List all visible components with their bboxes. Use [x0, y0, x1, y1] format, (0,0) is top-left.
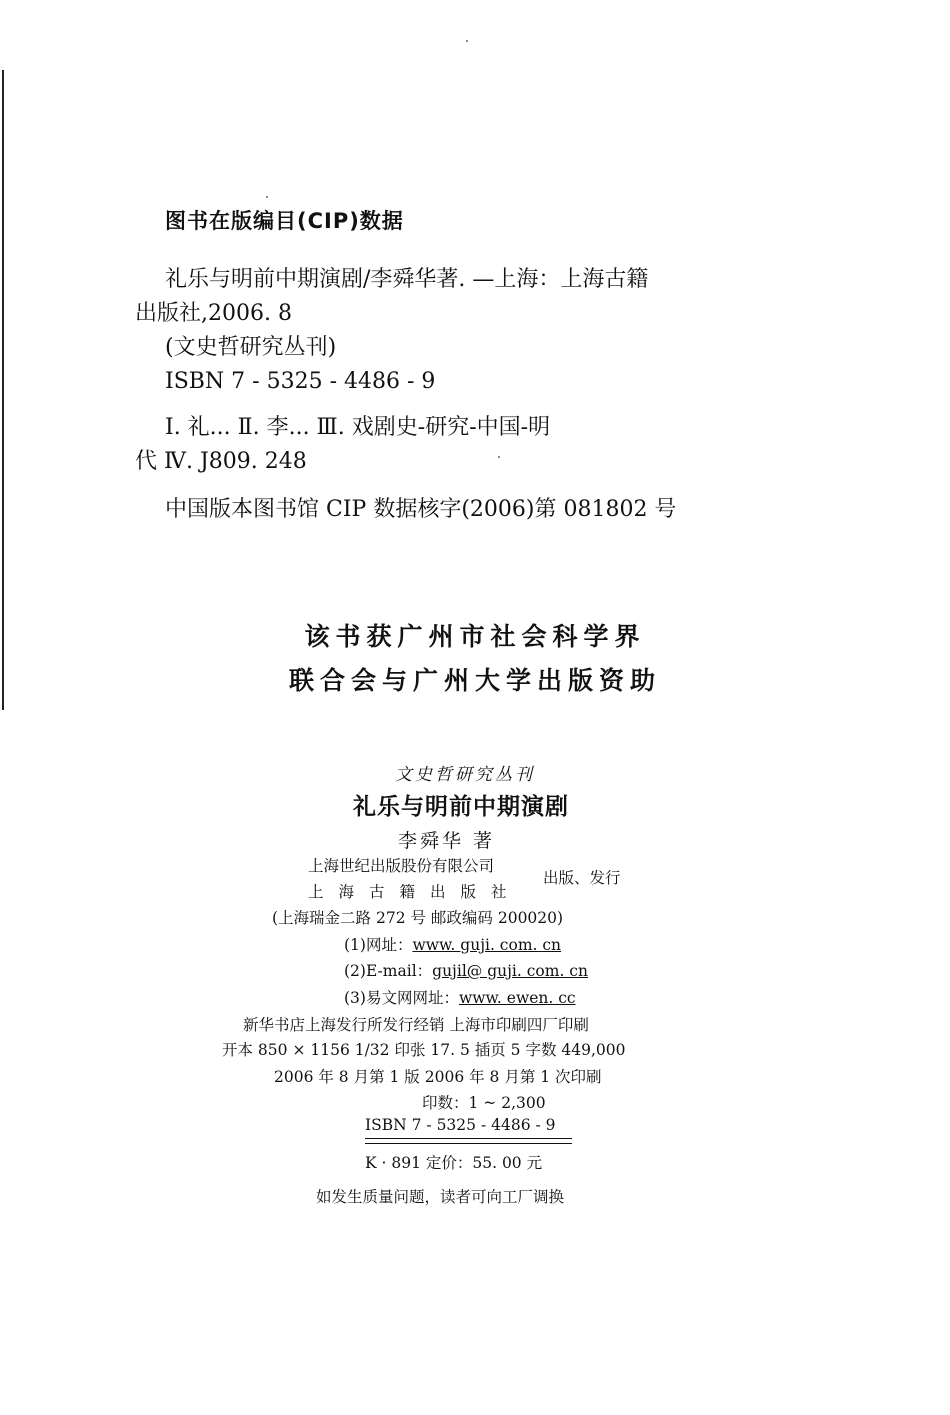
divider-rule	[365, 1143, 572, 1144]
cip-isbn-line: ISBN 7 - 5325 - 4486 - 9	[165, 369, 436, 394]
ewen-link[interactable]: www. ewen. cc	[458, 989, 576, 1007]
contact-website	[344, 933, 561, 955]
cip-series-line: (文史哲研究丛刊)	[165, 335, 337, 360]
format-specs: 开本 850 × 1156 1/32 印张 17. 5 插页 5 字数 449,000	[222, 1041, 626, 1059]
scan-speck	[266, 196, 268, 198]
cip-publisher-line: 出版社,2006. 8	[135, 301, 292, 326]
cip-heading: 图书在版编目(CIP)数据	[165, 209, 404, 233]
publisher-company: 上海世纪出版股份有限公司	[308, 857, 495, 875]
publisher-imprint: 上海古籍出版社	[308, 883, 522, 901]
distribution-line: 新华书店上海发行所发行经销 上海市印刷四厂印刷	[243, 1016, 589, 1034]
scan-speck	[466, 40, 468, 42]
quality-notice: 如发生质量问题，读者可向工厂调换	[316, 1188, 565, 1206]
author-line: 李舜华 著	[398, 830, 496, 852]
funding-note-line-1: 该书获广州市社会科学界	[304, 622, 646, 651]
print-run: 印数：1 ~ 2,300	[422, 1094, 546, 1112]
cip-record-number: 中国版本图书馆 CIP 数据核字(2006)第 081802 号	[165, 497, 677, 522]
colophon-isbn: ISBN 7 - 5325 - 4486 - 9	[365, 1116, 556, 1134]
funding-note-line-2: 联合会与广州大学出版资助	[288, 666, 661, 695]
series-name: 文史哲研究丛刊	[395, 765, 535, 785]
contact-ewen	[344, 986, 576, 1008]
cip-title-line: 礼乐与明前中期演剧/李舜华著. —上海：上海古籍	[165, 267, 649, 292]
cip-data-block	[135, 205, 755, 527]
contact-email	[344, 959, 588, 981]
publisher-address: (上海瑞金二路 272 号 邮政编码 200020)	[272, 909, 564, 927]
scan-edge-line	[2, 70, 4, 710]
cip-subjects-line-continued: 代 Ⅳ. J809. 248	[135, 449, 307, 474]
divider-rule	[365, 1138, 572, 1139]
publisher-role: 出版、发行	[543, 869, 621, 887]
contact-ewen-label: (3)易文网网址：	[344, 989, 459, 1007]
contact-website-label: (1)网址：	[344, 936, 413, 954]
book-title: 礼乐与明前中期演剧	[353, 794, 569, 820]
contact-email-label: (2)E-mail：	[344, 962, 433, 980]
email-link[interactable]: gujil@ guji. com. cn	[432, 962, 588, 980]
edition-line: 2006 年 8 月第 1 版 2006 年 8 月第 1 次印刷	[274, 1068, 602, 1086]
price-line: K · 891 定价：55. 00 元	[365, 1154, 543, 1172]
website-link[interactable]: www. guji. com. cn	[412, 936, 562, 954]
cip-subjects-line: Ⅰ. 礼... Ⅱ. 李... Ⅲ. 戏剧史-研究-中国-明	[165, 415, 551, 440]
